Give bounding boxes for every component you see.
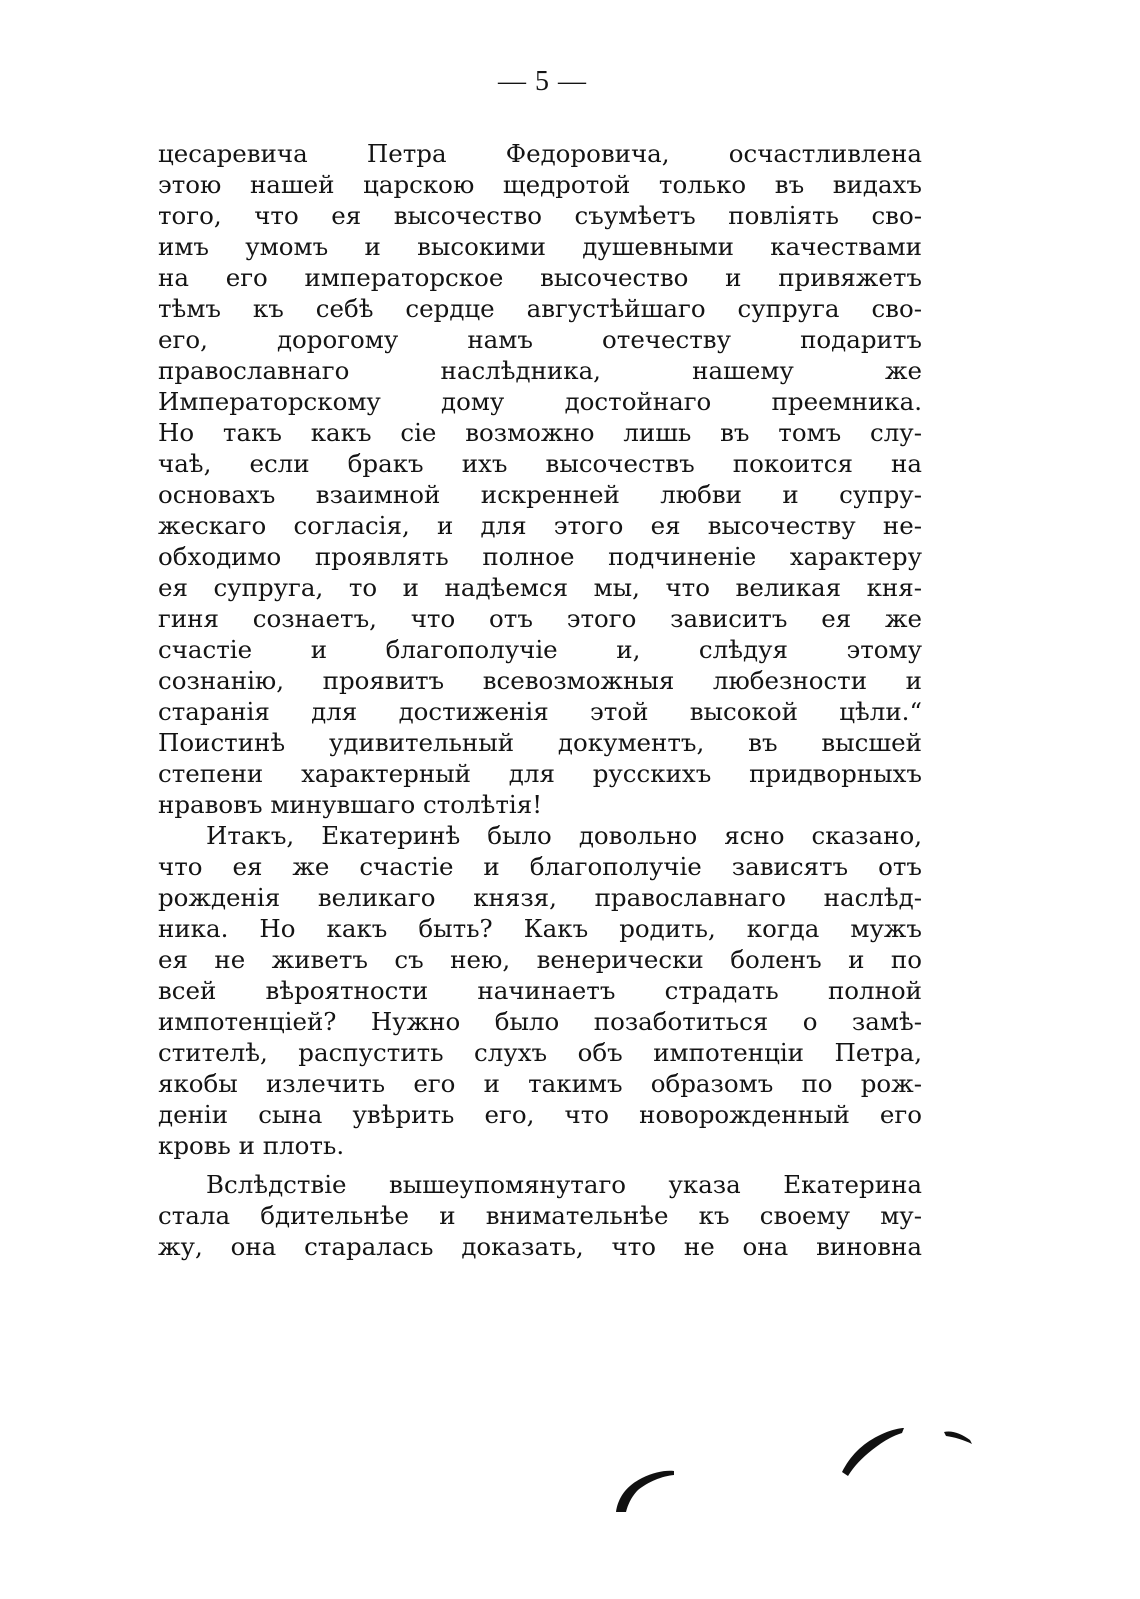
paragraph-3 [158,1169,922,1262]
text-line: стителѣ, распустить слухъ объ импотенціи Петра, [158,1038,922,1067]
text-line: православнаго наслѣдника, нашему же [158,356,922,385]
text-line: старанія для достиженія этой высокой цѣли.“ [158,697,922,726]
text-line: этою нашей царскою щедротой только въ видахъ [158,170,922,199]
text-line: жескаго согласія, и для этого ея высочеству не- [158,511,922,540]
text-line: Но такъ какъ сіе возможно лишь въ томъ слу- [158,418,922,447]
text-line: рожденія великаго князя, православнаго наслѣд- [158,883,922,912]
text-line: Императорскому дому достойнаго преемника. [158,387,922,416]
text-line: его, дорогому намъ отечеству подаритъ [158,325,922,354]
text-line: того, что ея высочество съумѣетъ повліять сво- [158,201,922,230]
text-line: что ея же счастіе и благополучіе зависятъ отъ [158,852,922,881]
text-line: кровь и плоть. [158,1131,345,1160]
text-line: Поистинѣ удивительный документъ, въ высшей [158,728,922,757]
text-line: ника. Но какъ быть? Какъ родить, когда мужъ [158,914,922,943]
ink-blot-mark [612,1458,692,1518]
text-line: жу, она старалась доказать, что не она виновна [158,1232,922,1261]
text-line: Вслѣдствіе вышеупомянутаго указа Екатерина [206,1170,922,1199]
ink-blot-mark [840,1420,910,1480]
text-line: цесаревича Петра Федоровича, осчастливлена [158,139,922,168]
text-line: ея супруга, то и надѣемся мы, что великая кня- [158,573,922,602]
body-text [158,138,922,1262]
text-line: ея не живетъ съ нею, венерически боленъ и по [158,945,922,974]
text-line: сознанію, проявитъ всевозможныя любезности и [158,666,922,695]
page-number: — 5 — [498,66,587,97]
text-line: деніи сына увѣрить его, что новорожденный его [158,1100,922,1129]
text-line: нравовъ минувшаго столѣтія! [158,790,543,819]
text-line: степени характерный для русскихъ придворныхъ [158,759,922,788]
text-line: тѣмъ къ себѣ сердце августѣйшаго супруга сво- [158,294,922,323]
text-line: стала бдительнѣе и внимательнѣе къ своему му- [158,1201,922,1230]
text-line: Итакъ, Екатеринѣ было довольно ясно сказано, [206,821,922,850]
text-line: счастіе и благополучіе и, слѣдуя этому [158,635,922,664]
text-line: на его императорское высочество и привяжетъ [158,263,922,292]
text-line: всей вѣроятности начинаетъ страдать полной [158,976,922,1005]
text-line: якобы излечить его и такимъ образомъ по рож- [158,1069,922,1098]
ink-blot-mark [942,1426,982,1456]
text-line: обходимо проявлять полное подчиненіе характеру [158,542,922,571]
text-line: основахъ взаимной искренней любви и супру- [158,480,922,509]
text-line: гиня сознаетъ, что отъ этого зависитъ ея же [158,604,922,633]
paragraph-1 [158,138,922,820]
text-line: импотенціей? Нужно было позаботиться о замѣ- [158,1007,922,1036]
paragraph-2 [158,820,922,1161]
text-line: имъ умомъ и высокими душевными качествами [158,232,922,261]
text-line: чаѣ, если бракъ ихъ высочествъ покоится на [158,449,922,478]
paragraph-gap [158,1161,922,1169]
